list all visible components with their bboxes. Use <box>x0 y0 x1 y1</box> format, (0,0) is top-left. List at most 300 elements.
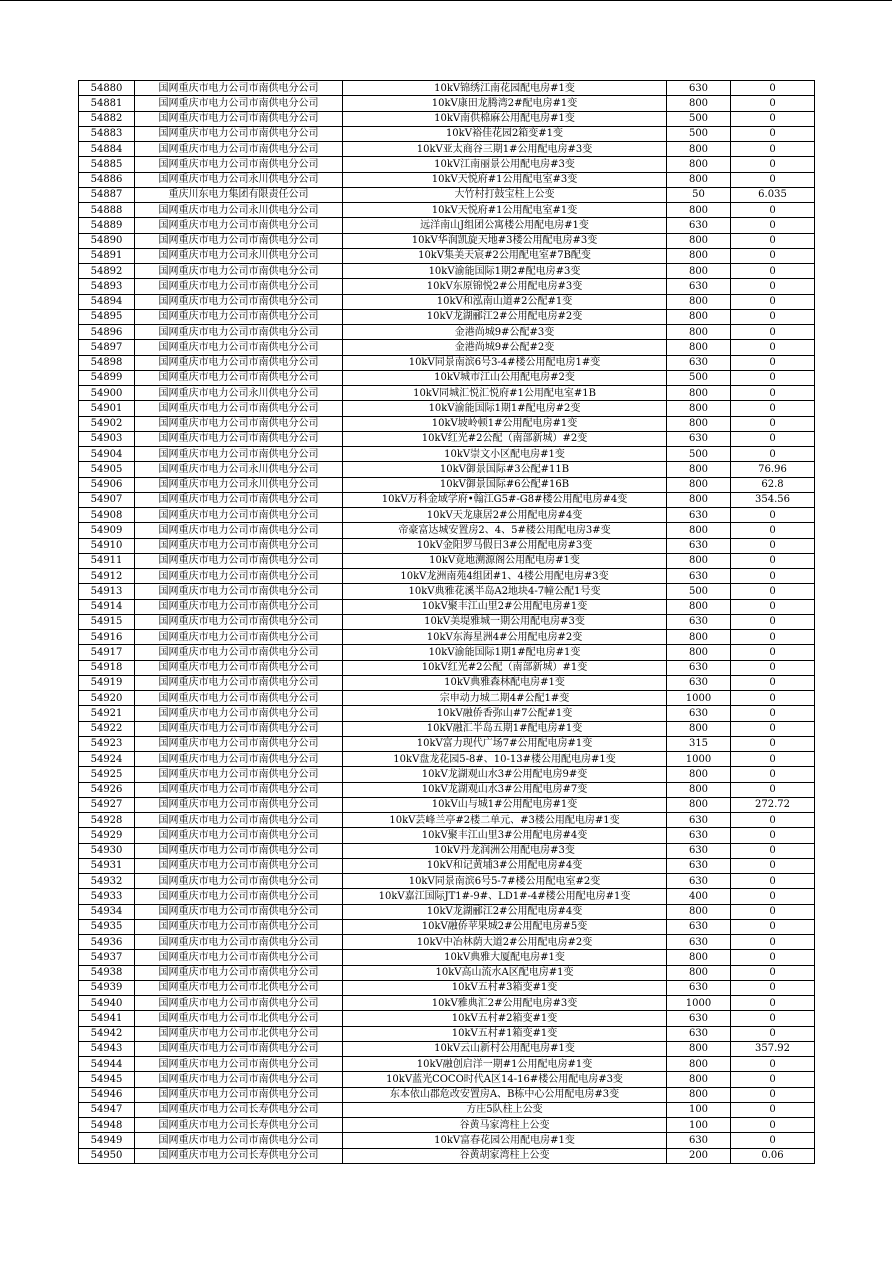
value-cell: 0 <box>731 721 815 736</box>
company-cell: 国网重庆市电力公司长寿供电分公司 <box>135 1118 343 1133</box>
company-cell: 国网重庆市电力公司市南供电分公司 <box>135 614 343 629</box>
table-row <box>79 645 815 660</box>
station-name-cell: 10kV盘龙花园5-8#、10-13#楼公用配电房#1变 <box>343 752 667 767</box>
capacity-cell: 800 <box>667 1057 731 1072</box>
value-cell: 272.72 <box>731 797 815 812</box>
station-name-cell: 谷黄胡家湾柱上公变 <box>343 1148 667 1163</box>
table-row <box>79 1057 815 1072</box>
value-cell: 0 <box>731 1026 815 1041</box>
table-row <box>79 279 815 294</box>
capacity-cell: 800 <box>667 264 731 279</box>
station-name-cell: 10kV典雅花溪半岛A2地块4-7幢公配1号变 <box>343 584 667 599</box>
station-name-cell: 10kV雅典汇2#公用配电房#3变 <box>343 996 667 1011</box>
capacity-cell: 630 <box>667 675 731 690</box>
station-name-cell: 10kV五村#3箱变#1变 <box>343 980 667 995</box>
station-name-cell: 10kV融侨香弥山#7公配#1变 <box>343 706 667 721</box>
station-name-cell: 10kV天龙康居2#公用配电房#4变 <box>343 508 667 523</box>
company-cell: 国网重庆市电力公司市南供电分公司 <box>135 904 343 919</box>
station-name-cell: 大竹村打鼓宝柱上公变 <box>343 187 667 202</box>
table-row <box>79 797 815 812</box>
station-name-cell: 10kV御景国际#3公配#11B <box>343 462 667 477</box>
value-cell: 0 <box>731 1102 815 1117</box>
value-cell: 0 <box>731 1133 815 1148</box>
value-cell: 0 <box>731 660 815 675</box>
value-cell: 0 <box>731 126 815 141</box>
station-name-cell: 10kV云山新村公用配电房#1变 <box>343 1041 667 1056</box>
row-id-cell: 54927 <box>79 797 135 812</box>
row-id-cell: 54942 <box>79 1026 135 1041</box>
value-cell: 6.035 <box>731 187 815 202</box>
row-id-cell: 54903 <box>79 431 135 446</box>
capacity-cell: 800 <box>667 294 731 309</box>
company-cell: 国网重庆市电力公司市南供电分公司 <box>135 1133 343 1148</box>
capacity-cell: 800 <box>667 782 731 797</box>
table-row <box>79 142 815 157</box>
capacity-cell: 630 <box>667 279 731 294</box>
table-row <box>79 157 815 172</box>
company-cell: 国网重庆市电力公司市南供电分公司 <box>135 142 343 157</box>
company-cell: 国网重庆市电力公司市北供电分公司 <box>135 1026 343 1041</box>
company-cell: 国网重庆市电力公司市南供电分公司 <box>135 1041 343 1056</box>
table-row <box>79 858 815 873</box>
row-id-cell: 54887 <box>79 187 135 202</box>
table-row <box>79 584 815 599</box>
company-cell: 国网重庆市电力公司市南供电分公司 <box>135 294 343 309</box>
row-id-cell: 54917 <box>79 645 135 660</box>
table-row <box>79 355 815 370</box>
table-row <box>79 691 815 706</box>
row-id-cell: 54893 <box>79 279 135 294</box>
table-row <box>79 843 815 858</box>
capacity-cell: 800 <box>667 203 731 218</box>
value-cell: 0 <box>731 431 815 446</box>
row-id-cell: 54904 <box>79 447 135 462</box>
row-id-cell: 54926 <box>79 782 135 797</box>
row-id-cell: 54950 <box>79 1148 135 1163</box>
table-row <box>79 1087 815 1102</box>
company-cell: 国网重庆市电力公司市南供电分公司 <box>135 1057 343 1072</box>
table-row <box>79 950 815 965</box>
station-name-cell: 10kV同城汇悦汇悦府#1公用配电室#1B <box>343 386 667 401</box>
company-cell: 国网重庆市电力公司市南供电分公司 <box>135 416 343 431</box>
table-row <box>79 431 815 446</box>
data-table <box>78 80 815 1164</box>
row-id-cell: 54949 <box>79 1133 135 1148</box>
capacity-cell: 630 <box>667 81 731 96</box>
station-name-cell: 10kV天悦府#1公用配电室#1变 <box>343 203 667 218</box>
table-row <box>79 248 815 263</box>
capacity-cell: 630 <box>667 874 731 889</box>
table-row <box>79 660 815 675</box>
company-cell: 国网重庆市电力公司市南供电分公司 <box>135 630 343 645</box>
value-cell: 76.96 <box>731 462 815 477</box>
table-row <box>79 630 815 645</box>
row-id-cell: 54888 <box>79 203 135 218</box>
row-id-cell: 54900 <box>79 386 135 401</box>
company-cell: 国网重庆市电力公司市北供电分公司 <box>135 980 343 995</box>
station-name-cell: 10kV融创启洋一期#1公用配电房#1变 <box>343 1057 667 1072</box>
capacity-cell: 800 <box>667 233 731 248</box>
table-row <box>79 1011 815 1026</box>
value-cell: 0 <box>731 645 815 660</box>
capacity-cell: 630 <box>667 431 731 446</box>
row-id-cell: 54928 <box>79 813 135 828</box>
table-row <box>79 599 815 614</box>
capacity-cell: 800 <box>667 630 731 645</box>
value-cell: 0 <box>731 996 815 1011</box>
capacity-cell: 800 <box>667 340 731 355</box>
company-cell: 国网重庆市电力公司市南供电分公司 <box>135 157 343 172</box>
company-cell: 国网重庆市电力公司市南供电分公司 <box>135 813 343 828</box>
station-name-cell: 10kV康田龙腾湾2#配电房#1变 <box>343 96 667 111</box>
capacity-cell: 800 <box>667 462 731 477</box>
table-row <box>79 523 815 538</box>
row-id-cell: 54890 <box>79 233 135 248</box>
station-name-cell: 10kV融侨苹果城2#公用配电房#5变 <box>343 919 667 934</box>
value-cell: 0 <box>731 325 815 340</box>
station-name-cell: 10kV坡岭顿1#公用配电房#1变 <box>343 416 667 431</box>
company-cell: 国网重庆市电力公司永川供电分公司 <box>135 248 343 263</box>
table-row <box>79 1026 815 1041</box>
value-cell: 357.92 <box>731 1041 815 1056</box>
value-cell: 0 <box>731 508 815 523</box>
station-name-cell: 10kV龙湖观山水3#公用配电房#7变 <box>343 782 667 797</box>
row-id-cell: 54881 <box>79 96 135 111</box>
table-row <box>79 386 815 401</box>
row-id-cell: 54934 <box>79 904 135 919</box>
company-cell: 国网重庆市电力公司市南供电分公司 <box>135 111 343 126</box>
capacity-cell: 500 <box>667 111 731 126</box>
capacity-cell: 800 <box>667 553 731 568</box>
row-id-cell: 54919 <box>79 675 135 690</box>
station-name-cell: 远洋南山J组团公寓楼公用配电房#1变 <box>343 218 667 233</box>
row-id-cell: 54889 <box>79 218 135 233</box>
row-id-cell: 54884 <box>79 142 135 157</box>
value-cell: 0 <box>731 1072 815 1087</box>
capacity-cell: 100 <box>667 1118 731 1133</box>
company-cell: 国网重庆市电力公司市南供电分公司 <box>135 431 343 446</box>
table-row <box>79 294 815 309</box>
station-name-cell: 10kV裕佳花园2箱变#1变 <box>343 126 667 141</box>
capacity-cell: 630 <box>667 828 731 843</box>
company-cell: 国网重庆市电力公司市南供电分公司 <box>135 965 343 980</box>
value-cell: 0 <box>731 1087 815 1102</box>
row-id-cell: 54914 <box>79 599 135 614</box>
table-row <box>79 980 815 995</box>
company-cell: 国网重庆市电力公司市南供电分公司 <box>135 660 343 675</box>
capacity-cell: 800 <box>667 309 731 324</box>
value-cell: 0 <box>731 569 815 584</box>
value-cell: 0 <box>731 309 815 324</box>
company-cell: 国网重庆市电力公司市南供电分公司 <box>135 569 343 584</box>
company-cell: 国网重庆市电力公司市南供电分公司 <box>135 736 343 751</box>
capacity-cell: 630 <box>667 919 731 934</box>
station-name-cell: 10kV集美天宸#2公用配电室#7B配变 <box>343 248 667 263</box>
capacity-cell: 630 <box>667 538 731 553</box>
capacity-cell: 315 <box>667 736 731 751</box>
station-name-cell: 10kV龙洲南苑4组团#1、4楼公用配电房#3变 <box>343 569 667 584</box>
station-name-cell: 10kV五村#1箱变#1变 <box>343 1026 667 1041</box>
capacity-cell: 1000 <box>667 691 731 706</box>
company-cell: 国网重庆市电力公司市南供电分公司 <box>135 1087 343 1102</box>
row-id-cell: 54931 <box>79 858 135 873</box>
company-cell: 国网重庆市电力公司市南供电分公司 <box>135 447 343 462</box>
table-row <box>79 614 815 629</box>
station-name-cell: 金港尚城9#公配#3变 <box>343 325 667 340</box>
row-id-cell: 54897 <box>79 340 135 355</box>
row-id-cell: 54906 <box>79 477 135 492</box>
station-name-cell: 10kV城市江山公用配电房#2变 <box>343 370 667 385</box>
value-cell: 0 <box>731 157 815 172</box>
value-cell: 0 <box>731 935 815 950</box>
station-name-cell: 10kV渝能国际1期1#配电房#2变 <box>343 401 667 416</box>
station-name-cell: 10kV金阳罗马假日3#公用配电房#3变 <box>343 538 667 553</box>
table-row <box>79 935 815 950</box>
value-cell: 0 <box>731 523 815 538</box>
company-cell: 国网重庆市电力公司市南供电分公司 <box>135 996 343 1011</box>
company-cell: 国网重庆市电力公司市南供电分公司 <box>135 279 343 294</box>
capacity-cell: 800 <box>667 1087 731 1102</box>
table-row <box>79 325 815 340</box>
station-name-cell: 宗申动力城二期4#公配1#变 <box>343 691 667 706</box>
company-cell: 国网重庆市电力公司市南供电分公司 <box>135 233 343 248</box>
company-cell: 国网重庆市电力公司市南供电分公司 <box>135 752 343 767</box>
table-row <box>79 492 815 507</box>
row-id-cell: 54937 <box>79 950 135 965</box>
capacity-cell: 800 <box>667 416 731 431</box>
station-name-cell: 10kV蓝光COCO时代A区14-16#楼公用配电房#3变 <box>343 1072 667 1087</box>
capacity-cell: 200 <box>667 1148 731 1163</box>
station-name-cell: 10kV龙湖郦江2#公用配电房#4变 <box>343 904 667 919</box>
station-name-cell: 10kV御景国际#6公配#16B <box>343 477 667 492</box>
table-body <box>79 81 815 1164</box>
table-row <box>79 111 815 126</box>
row-id-cell: 54905 <box>79 462 135 477</box>
value-cell: 0 <box>731 965 815 980</box>
capacity-cell: 800 <box>667 797 731 812</box>
value-cell: 0 <box>731 264 815 279</box>
station-name-cell: 10kV南供棉麻公用配电房#1变 <box>343 111 667 126</box>
row-id-cell: 54894 <box>79 294 135 309</box>
station-name-cell: 10kV典雅大厦配电房#1变 <box>343 950 667 965</box>
company-cell: 重庆川东电力集团有限责任公司 <box>135 187 343 202</box>
station-name-cell: 10kV融汇半岛五期1#配电房#1变 <box>343 721 667 736</box>
company-cell: 国网重庆市电力公司市南供电分公司 <box>135 721 343 736</box>
table-row <box>79 752 815 767</box>
capacity-cell: 630 <box>667 218 731 233</box>
value-cell: 0 <box>731 340 815 355</box>
capacity-cell: 800 <box>667 142 731 157</box>
capacity-cell: 800 <box>667 477 731 492</box>
row-id-cell: 54902 <box>79 416 135 431</box>
company-cell: 国网重庆市电力公司市南供电分公司 <box>135 355 343 370</box>
capacity-cell: 500 <box>667 447 731 462</box>
row-id-cell: 54883 <box>79 126 135 141</box>
value-cell: 0 <box>731 553 815 568</box>
table-row <box>79 767 815 782</box>
company-cell: 国网重庆市电力公司市南供电分公司 <box>135 584 343 599</box>
row-id-cell: 54898 <box>79 355 135 370</box>
row-id-cell: 54935 <box>79 919 135 934</box>
station-name-cell: 金港尚城9#公配#2变 <box>343 340 667 355</box>
table-row <box>79 477 815 492</box>
table-row <box>79 1133 815 1148</box>
company-cell: 国网重庆市电力公司市南供电分公司 <box>135 828 343 843</box>
station-name-cell: 10kV龙湖观山水3#公用配电房9#变 <box>343 767 667 782</box>
capacity-cell: 800 <box>667 248 731 263</box>
value-cell: 0 <box>731 752 815 767</box>
row-id-cell: 54886 <box>79 172 135 187</box>
capacity-cell: 800 <box>667 96 731 111</box>
station-name-cell: 10kV东海星洲4#公用配电房#2变 <box>343 630 667 645</box>
table-row <box>79 187 815 202</box>
table-row <box>79 813 815 828</box>
row-id-cell: 54941 <box>79 1011 135 1026</box>
station-name-cell: 东本依山郡危改安置房A、B栋中心公用配电房#3变 <box>343 1087 667 1102</box>
capacity-cell: 800 <box>667 523 731 538</box>
company-cell: 国网重庆市电力公司市南供电分公司 <box>135 782 343 797</box>
table-row <box>79 782 815 797</box>
table-row <box>79 996 815 1011</box>
company-cell: 国网重庆市电力公司市南供电分公司 <box>135 325 343 340</box>
company-cell: 国网重庆市电力公司市南供电分公司 <box>135 218 343 233</box>
table-row <box>79 706 815 721</box>
value-cell: 0 <box>731 172 815 187</box>
capacity-cell: 800 <box>667 950 731 965</box>
value-cell: 0 <box>731 858 815 873</box>
capacity-cell: 800 <box>667 645 731 660</box>
capacity-cell: 630 <box>667 1011 731 1026</box>
row-id-cell: 54880 <box>79 81 135 96</box>
capacity-cell: 630 <box>667 508 731 523</box>
station-name-cell: 谷黄马家湾柱上公变 <box>343 1118 667 1133</box>
table-row <box>79 233 815 248</box>
table-row <box>79 203 815 218</box>
row-id-cell: 54882 <box>79 111 135 126</box>
table-row <box>79 447 815 462</box>
capacity-cell: 630 <box>667 935 731 950</box>
value-cell: 0.06 <box>731 1148 815 1163</box>
row-id-cell: 54910 <box>79 538 135 553</box>
capacity-cell: 630 <box>667 813 731 828</box>
station-name-cell: 10kV富春花园公用配电房#1变 <box>343 1133 667 1148</box>
station-name-cell: 方庄5队柱上公变 <box>343 1102 667 1117</box>
capacity-cell: 800 <box>667 386 731 401</box>
value-cell: 0 <box>731 233 815 248</box>
value-cell: 0 <box>731 919 815 934</box>
capacity-cell: 1000 <box>667 752 731 767</box>
capacity-cell: 50 <box>667 187 731 202</box>
capacity-cell: 800 <box>667 325 731 340</box>
value-cell: 0 <box>731 843 815 858</box>
capacity-cell: 800 <box>667 157 731 172</box>
capacity-cell: 800 <box>667 767 731 782</box>
table-row <box>79 340 815 355</box>
capacity-cell: 630 <box>667 858 731 873</box>
capacity-cell: 630 <box>667 569 731 584</box>
station-name-cell: 10kV竟地溯源阁公用配电房#1变 <box>343 553 667 568</box>
value-cell: 0 <box>731 447 815 462</box>
capacity-cell: 800 <box>667 172 731 187</box>
company-cell: 国网重庆市电力公司市南供电分公司 <box>135 919 343 934</box>
capacity-cell: 630 <box>667 355 731 370</box>
table-row <box>79 569 815 584</box>
capacity-cell: 630 <box>667 706 731 721</box>
company-cell: 国网重庆市电力公司市南供电分公司 <box>135 706 343 721</box>
row-id-cell: 54923 <box>79 736 135 751</box>
station-name-cell: 10kV高山流水A区配电房#1变 <box>343 965 667 980</box>
company-cell: 国网重庆市电力公司市南供电分公司 <box>135 340 343 355</box>
company-cell: 国网重庆市电力公司长寿供电分公司 <box>135 1148 343 1163</box>
table-row <box>79 889 815 904</box>
company-cell: 国网重庆市电力公司永川供电分公司 <box>135 386 343 401</box>
value-cell: 354.56 <box>731 492 815 507</box>
table-row <box>79 965 815 980</box>
value-cell: 0 <box>731 706 815 721</box>
row-id-cell: 54891 <box>79 248 135 263</box>
station-name-cell: 帝豪富达城安置房2、4、5#楼公用配电房3#变 <box>343 523 667 538</box>
value-cell: 0 <box>731 1057 815 1072</box>
row-id-cell: 54913 <box>79 584 135 599</box>
row-id-cell: 54912 <box>79 569 135 584</box>
row-id-cell: 54946 <box>79 1087 135 1102</box>
station-name-cell: 10kV渝能国际1期2#配电房#3变 <box>343 264 667 279</box>
station-name-cell: 10kV芸峰兰亭#2楼二单元、#3楼公用配电房#1变 <box>343 813 667 828</box>
value-cell: 0 <box>731 1118 815 1133</box>
station-name-cell: 10kV红光#2公配（南部新城）#1变 <box>343 660 667 675</box>
company-cell: 国网重庆市电力公司市北供电分公司 <box>135 1011 343 1026</box>
station-name-cell: 10kV和记黄埔3#公用配电房#4变 <box>343 858 667 873</box>
row-id-cell: 54932 <box>79 874 135 889</box>
station-name-cell: 10kV五村#2箱变#1变 <box>343 1011 667 1026</box>
table-row <box>79 81 815 96</box>
table-row <box>79 309 815 324</box>
value-cell: 0 <box>731 584 815 599</box>
station-name-cell: 10kV东原锦悦2#公用配电房#3变 <box>343 279 667 294</box>
company-cell: 国网重庆市电力公司市南供电分公司 <box>135 96 343 111</box>
table-row <box>79 538 815 553</box>
company-cell: 国网重庆市电力公司市南供电分公司 <box>135 538 343 553</box>
row-id-cell: 54939 <box>79 980 135 995</box>
value-cell: 0 <box>731 614 815 629</box>
table-row <box>79 462 815 477</box>
row-id-cell: 54944 <box>79 1057 135 1072</box>
value-cell: 0 <box>731 386 815 401</box>
station-name-cell: 10kV同景南滨6号3-4#楼公用配电房1#变 <box>343 355 667 370</box>
row-id-cell: 54948 <box>79 1118 135 1133</box>
table-row <box>79 264 815 279</box>
company-cell: 国网重庆市电力公司市南供电分公司 <box>135 675 343 690</box>
company-cell: 国网重庆市电力公司市南供电分公司 <box>135 767 343 782</box>
table-row <box>79 675 815 690</box>
capacity-cell: 800 <box>667 965 731 980</box>
value-cell: 0 <box>731 675 815 690</box>
capacity-cell: 630 <box>667 660 731 675</box>
row-id-cell: 54938 <box>79 965 135 980</box>
station-name-cell: 10kV万科金域学府•翰江G5#-G8#楼公用配电房#4变 <box>343 492 667 507</box>
row-id-cell: 54929 <box>79 828 135 843</box>
value-cell: 0 <box>731 630 815 645</box>
row-id-cell: 54922 <box>79 721 135 736</box>
table-row <box>79 1072 815 1087</box>
station-name-cell: 10kV崇文小区配电房#1变 <box>343 447 667 462</box>
station-name-cell: 10kV红光#2公配（南部新城）#2变 <box>343 431 667 446</box>
company-cell: 国网重庆市电力公司市南供电分公司 <box>135 523 343 538</box>
value-cell: 0 <box>731 599 815 614</box>
value-cell: 0 <box>731 782 815 797</box>
table-row <box>79 736 815 751</box>
station-name-cell: 10kV丹龙润洲公用配电房#3变 <box>343 843 667 858</box>
